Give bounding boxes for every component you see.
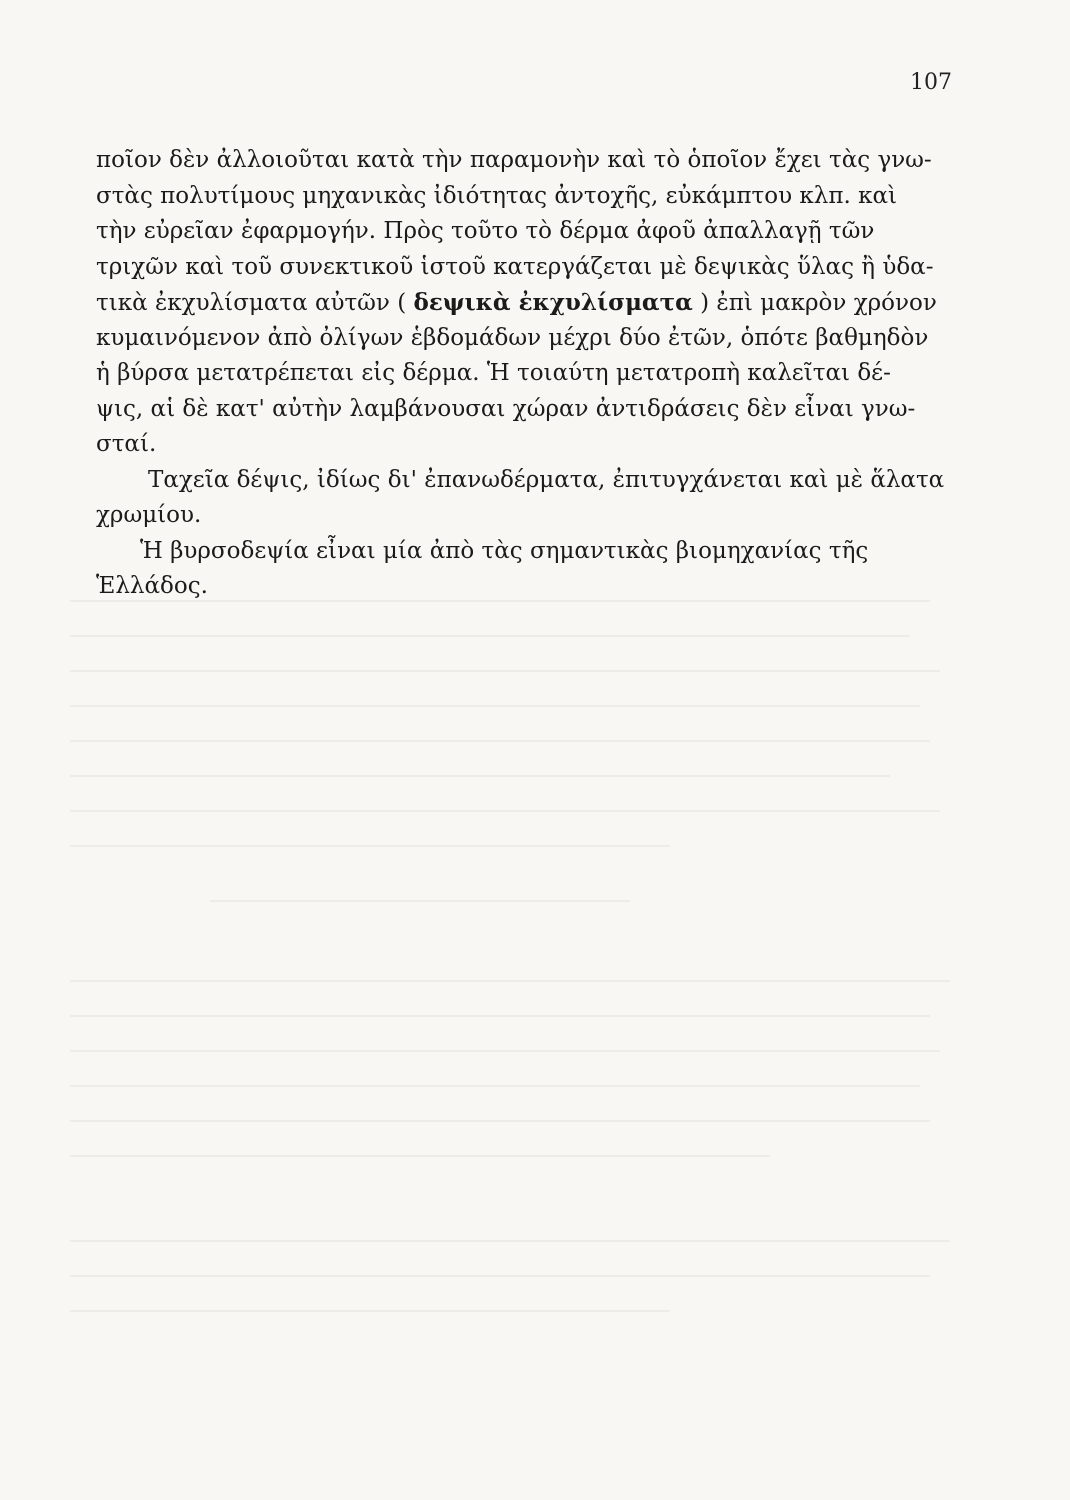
paragraph-1-line-5	[96, 285, 956, 321]
paragraph-1-line-7	[96, 356, 956, 392]
text-line: Ἑλλάδος.	[96, 573, 208, 599]
text-line: χρωμίου.	[96, 502, 202, 528]
paragraph-1-line-1	[96, 143, 956, 179]
text-line: σταί.	[96, 431, 157, 457]
paragraph-1-line-4	[96, 250, 956, 286]
show-through-texture	[70, 560, 970, 1360]
text-line: ποῖον δὲν ἀλλοιοῦται κατὰ τὴν παραμονὴν καὶ τὸ ὁποῖον ἔχει τὰς γνω-	[96, 147, 932, 173]
paragraph-1-line-3	[96, 214, 956, 250]
body-text	[96, 143, 956, 605]
paragraph-2-line-2	[96, 498, 956, 534]
text-line: ἡ βύρσα μετατρέπεται εἰς δέρμα. Ἡ τοιαύτη μετατροπὴ καλεῖται δέ-	[96, 360, 891, 386]
text-line-start: τικὰ ἐκχυλίσματα αὐτῶν (	[96, 290, 414, 316]
paragraph-3-line-2	[96, 569, 956, 605]
text-line: Ἡ βυρσοδεψία εἶναι μία ἀπὸ τὰς σημαντικὰς βιομηχανίας τῆς	[140, 537, 869, 564]
paragraph-1-line-2	[96, 179, 956, 215]
page-number: 107	[910, 70, 952, 95]
paragraph-1-line-9	[96, 427, 956, 463]
paragraph-3-line-1	[96, 534, 956, 570]
bold-term: δεψικὰ ἐκχυλίσματα	[413, 289, 693, 316]
paragraph-1-line-8	[96, 392, 956, 428]
text-line: στὰς πολυτίμους μηχανικὰς ἰδιότητας ἀντοχῆς, εὐκάμπτου κλπ. καὶ	[96, 182, 898, 209]
text-line: Ταχεῖα δέψις, ἰδίως δι' ἐπανωδέρματα, ἐπιτυγχάνεται καὶ μὲ ἅλατα	[148, 466, 945, 493]
text-line: τὴν εὐρεῖαν ἐφαρμογήν. Πρὸς τοῦτο τὸ δέρμα ἀφοῦ ἀπαλλαγῇ τῶν	[96, 218, 875, 244]
text-line: κυμαινόμενον ἀπὸ ὀλίγων ἑβδομάδων μέχρι δύο ἐτῶν, ὁπότε βαθμηδὸν	[96, 324, 929, 351]
text-line: ψις, αἱ δὲ κατ' αὐτὴν λαμβάνουσαι χώραν ἀντιδράσεις δὲν εἶναι γνω-	[96, 395, 916, 422]
paragraph-1-line-6	[96, 321, 956, 357]
text-line-end: ) ἐπὶ μακρὸν χρόνον	[692, 290, 937, 316]
paragraph-2-line-1	[96, 463, 956, 499]
text-line: τριχῶν καὶ τοῦ συνεκτικοῦ ἱστοῦ κατεργάζεται μὲ δεψικὰς ὕλας ἢ ὑδα-	[96, 253, 934, 280]
